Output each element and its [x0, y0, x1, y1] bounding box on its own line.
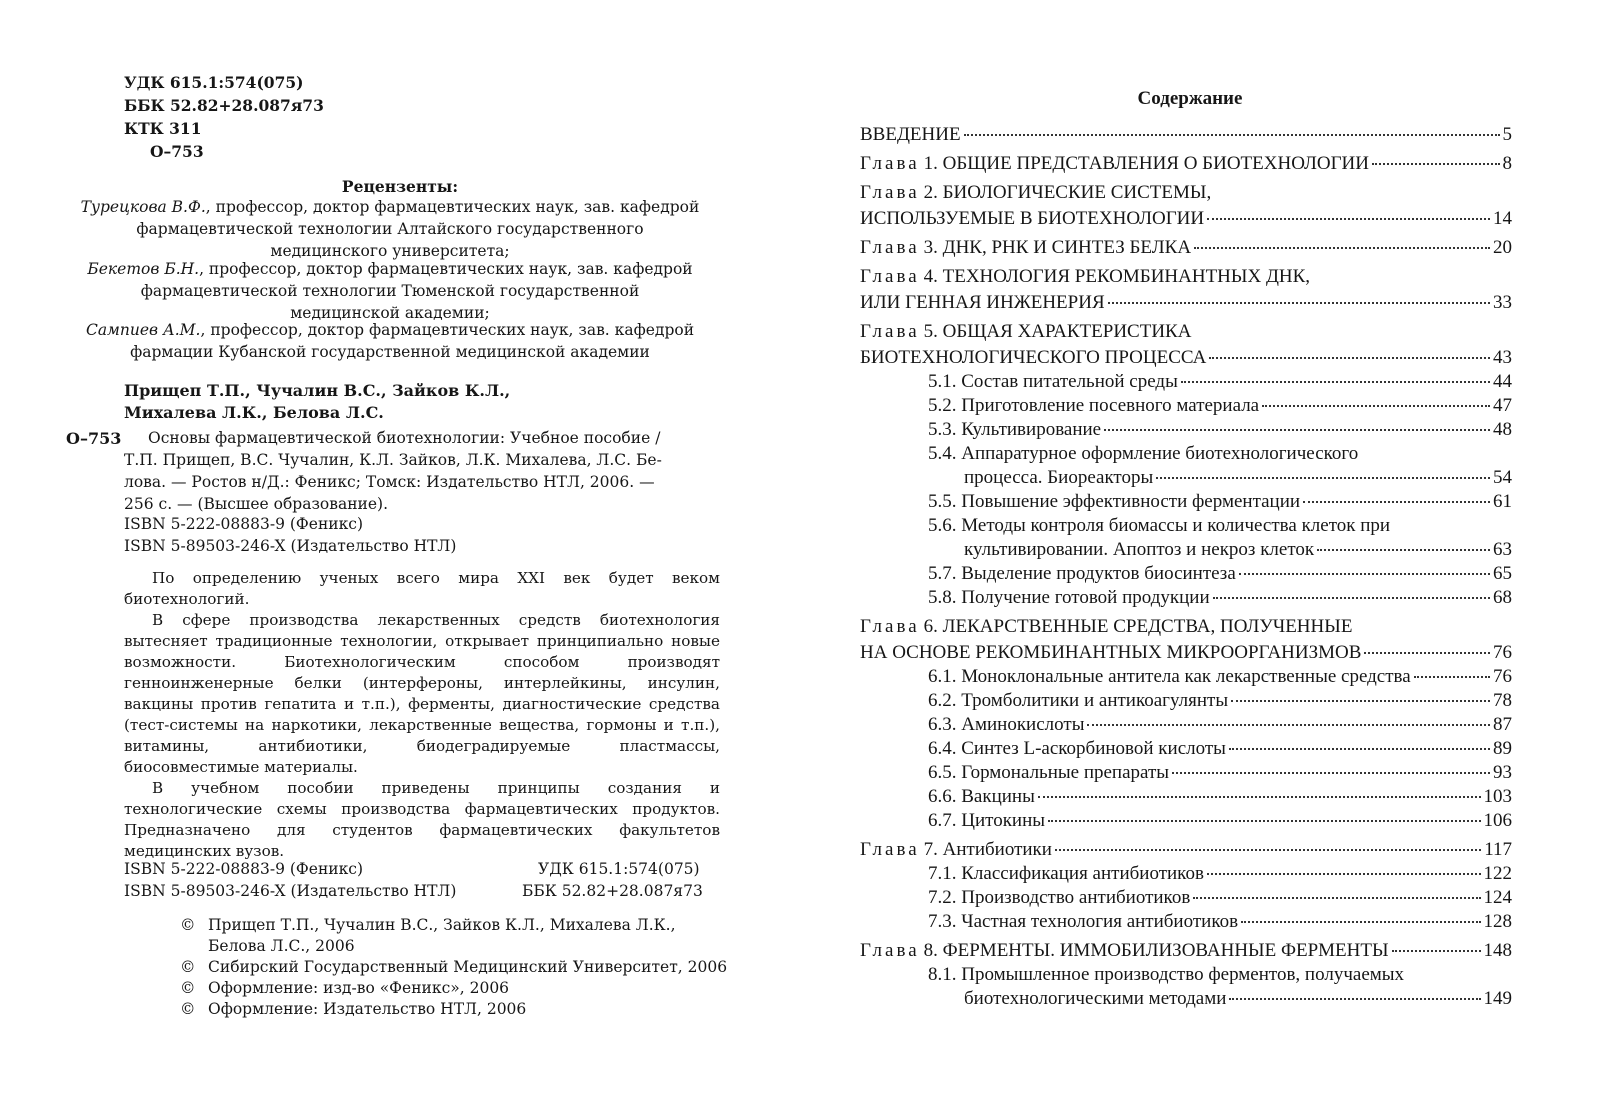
toc-entry-title: 2. БИОЛОГИЧЕСКИЕ СИСТЕМЫ,	[923, 182, 1212, 203]
toc-title: Содержание	[1137, 88, 1243, 109]
copyright-symbol: ©	[180, 1000, 196, 1018]
toc-entry	[928, 714, 1512, 736]
toc-entry-title: 5.5. Повышение эффективности ферментации	[928, 491, 1301, 512]
footer-udk: УДК 615.1:574(075)	[538, 860, 700, 878]
toc-page-number: 76	[1493, 666, 1512, 687]
toc-page-number: 20	[1493, 237, 1512, 258]
toc-leader-dots	[1087, 724, 1490, 726]
toc-entry	[928, 587, 1512, 609]
toc-entry-heading	[860, 321, 1191, 343]
copyright-symbol: ©	[180, 958, 196, 976]
toc-chapter-prefix: Глава	[860, 182, 920, 203]
reviewer-position: , профессор, доктор фармацевтических наук, зав. кафедрой	[205, 198, 700, 216]
toc-chapter-prefix: Глава	[860, 321, 920, 342]
toc-entry	[860, 208, 1512, 230]
toc-leader-dots	[1038, 796, 1481, 798]
toc-entry-title: 6. ЛЕКАРСТВЕННЫЕ СРЕДСТВА, ПОЛУЧЕННЫЕ	[923, 616, 1353, 637]
toc-leader-dots	[1241, 921, 1480, 923]
toc-page-number: 48	[1493, 419, 1512, 440]
toc-entry	[928, 762, 1512, 784]
toc-chapter-prefix: Глава	[860, 940, 920, 961]
toc-entry-label	[928, 690, 1228, 712]
toc-entry-label	[928, 810, 1045, 832]
authors-line-2: Михалева Л.К., Белова Л.С.	[124, 403, 384, 422]
isbn-ntl: ISBN 5-89503-246-X (Издательство НТЛ)	[124, 537, 457, 555]
toc-leader-dots	[1239, 573, 1490, 575]
toc-entry-label	[860, 124, 961, 146]
toc-entry-label	[928, 491, 1300, 513]
toc-entry	[928, 887, 1512, 909]
toc-entry-label	[928, 714, 1084, 736]
toc-page-number: 47	[1493, 395, 1512, 416]
toc-chapter-prefix: Глава	[860, 266, 920, 287]
toc-entry-title: ИЛИ ГЕННАЯ ИНЖЕНЕРИЯ	[860, 292, 1105, 313]
toc-leader-dots	[1055, 849, 1481, 851]
toc-entry-heading	[860, 266, 1310, 288]
toc-entry-label	[928, 563, 1236, 585]
toc-entry-title: БИОТЕХНОЛОГИЧЕСКОГО ПРОЦЕССА	[860, 347, 1207, 368]
copyright-line: Прищеп Т.П., Чучалин В.С., Зайков К.Л., Михалева Л.К.,	[208, 916, 676, 934]
toc-leader-dots	[1104, 429, 1490, 431]
toc-entry-title: биотехнологическими методами	[964, 988, 1227, 1009]
toc-entry	[928, 491, 1512, 513]
toc-chapter-prefix: Глава	[860, 237, 920, 258]
reviewer-line	[60, 258, 720, 280]
toc-entry	[860, 153, 1512, 175]
toc-page-number: 33	[1493, 292, 1512, 313]
toc-entry-label	[928, 887, 1190, 909]
toc-leader-dots	[1207, 873, 1481, 875]
toc-entry-title: 7. Антибиотики	[923, 839, 1052, 860]
toc-entry	[964, 539, 1512, 561]
toc-entry-label	[928, 911, 1238, 933]
copyright-symbol: ©	[180, 979, 196, 997]
toc-entry	[928, 371, 1512, 393]
toc-entry-label	[860, 940, 1389, 962]
toc-leader-dots	[1392, 950, 1481, 952]
biblio-code: О–753	[66, 429, 122, 448]
toc-page-number: 122	[1483, 863, 1512, 884]
reviewer-affiliation: медицинской академии;	[290, 304, 490, 322]
toc-page-number: 117	[1484, 839, 1512, 860]
reviewer-entry	[60, 319, 720, 363]
footer-bbk: ББК 52.82+28.087я73	[522, 882, 703, 900]
toc-entry-label	[928, 587, 1210, 609]
toc-entry-title: 6.7. Цитокины	[928, 810, 1046, 831]
toc-entry-heading	[860, 616, 1352, 638]
toc-entry-title: 8. ФЕРМЕНТЫ. ИММОБИЛИЗОВАННЫЕ ФЕРМЕНТЫ	[923, 940, 1389, 961]
toc-entry-title: 7.2. Производство антибиотиков	[928, 887, 1191, 908]
toc-page-number: 14	[1493, 208, 1512, 229]
toc-page-number: 63	[1493, 539, 1512, 560]
toc-entry-label	[860, 839, 1052, 861]
toc-entry-title: 6.2. Тромболитики и антикоагулянты	[928, 690, 1229, 711]
toc-entry-label	[928, 786, 1035, 808]
copyright-line: Оформление: Издательство НТЛ, 2006	[208, 1000, 527, 1018]
toc-page-number: 124	[1483, 887, 1512, 908]
toc-entry	[964, 467, 1512, 489]
copyright-line: Сибирский Государственный Медицинский Университет, 2006	[208, 958, 728, 976]
footer-isbn-fenix: ISBN 5-222-08883-9 (Феникс)	[124, 860, 364, 878]
toc-entry-title: 5.8. Получение готовой продукции	[928, 587, 1210, 608]
reviewer-line	[60, 196, 720, 218]
toc-leader-dots	[1156, 477, 1490, 479]
toc-entry-title: 5.3. Культивирование	[928, 419, 1102, 440]
biblio-line: лова. — Ростов н/Д.: Феникс; Томск: Издательство НТЛ, 2006. —	[124, 473, 655, 491]
toc-page-number: 87	[1493, 714, 1512, 735]
toc-leader-dots	[1364, 652, 1490, 654]
toc-entry	[928, 810, 1512, 832]
reviewer-entry	[60, 196, 720, 262]
toc-page-number: 76	[1493, 642, 1512, 663]
toc-entry	[860, 347, 1512, 369]
reviewer-entry	[60, 258, 720, 324]
toc-leader-dots	[1207, 218, 1490, 220]
toc-entry-title: 1. ОБЩИЕ ПРЕДСТАВЛЕНИЯ О БИОТЕХНОЛОГИИ	[923, 153, 1370, 174]
reviewer-line	[60, 319, 720, 341]
ktk-code: КТК 311	[124, 119, 202, 138]
toc-entry	[928, 563, 1512, 585]
toc-entry-title: 7.1. Классификация антибиотиков	[928, 863, 1204, 884]
toc-leader-dots	[1181, 381, 1490, 383]
toc-entry-heading	[860, 182, 1211, 204]
biblio-line: Основы фармацевтической биотехнологии: Учебное пособие /	[148, 429, 661, 447]
toc-entry-title: ИСПОЛЬЗУЕМЫЕ В БИОТЕХНОЛОГИИ	[860, 208, 1205, 229]
toc-entry	[928, 395, 1512, 417]
toc-entry-title: 6.6. Вакцины	[928, 786, 1035, 807]
reviewer-name: Сампиев А.М.	[85, 321, 201, 339]
toc-entry-title: 6.1. Моноклональные антитела как лекарственные средства	[928, 666, 1411, 687]
toc-page-number: 103	[1483, 786, 1512, 807]
toc-entry-label	[928, 762, 1169, 784]
toc-entry	[928, 666, 1512, 688]
reviewer-position: , профессор, доктор фармацевтических наук, зав. кафедрой	[199, 260, 693, 278]
toc-leader-dots	[1229, 748, 1490, 750]
toc-entry-title: 5.4. Аппаратурное оформление биотехнологического	[928, 443, 1359, 464]
copyright-symbol: ©	[180, 916, 196, 934]
toc-entry	[928, 863, 1512, 885]
toc-entry-label	[928, 738, 1226, 760]
toc-chapter-prefix: Глава	[860, 616, 920, 637]
toc-entry-title: 4. ТЕХНОЛОГИЯ РЕКОМБИНАНТНЫХ ДНК,	[923, 266, 1311, 287]
toc-entry-title: 5. ОБЩАЯ ХАРАКТЕРИСТИКА	[923, 321, 1192, 342]
toc-page-number: 65	[1493, 563, 1512, 584]
toc-entry-title: культивировании. Апоптоз и некроз клеток	[964, 539, 1315, 560]
toc-entry	[860, 839, 1512, 861]
toc-entry	[860, 642, 1512, 664]
toc-entry-title: 5.7. Выделение продуктов биосинтеза	[928, 563, 1236, 584]
toc-page-number: 8	[1502, 153, 1512, 174]
toc-page-number: 44	[1493, 371, 1512, 392]
toc-entry-label	[928, 666, 1411, 688]
toc-leader-dots	[1231, 700, 1490, 702]
toc-leader-dots	[1213, 597, 1490, 599]
annotation	[124, 568, 720, 862]
bbk-code: ББК 52.82+28.087я73	[124, 96, 324, 115]
toc-entry-title: процесса. Биореакторы	[964, 467, 1154, 488]
toc-entry-heading	[928, 964, 1404, 986]
toc-entry	[964, 988, 1512, 1010]
toc-page-number: 61	[1493, 491, 1512, 512]
isbn-fenix: ISBN 5-222-08883-9 (Феникс)	[124, 515, 364, 533]
toc-page-number: 68	[1493, 587, 1512, 608]
toc-entry	[928, 419, 1512, 441]
udk-code: УДК 615.1:574(075)	[124, 73, 304, 92]
toc-leader-dots	[1108, 302, 1490, 304]
toc-page-number: 128	[1483, 911, 1512, 932]
toc-entry	[928, 911, 1512, 933]
toc-leader-dots	[1317, 549, 1490, 551]
toc-entry	[860, 237, 1512, 259]
toc-entry-title: 6.3. Аминокислоты	[928, 714, 1085, 735]
toc-leader-dots	[1048, 820, 1480, 822]
toc-leader-dots	[1414, 676, 1490, 678]
copyright-line: Оформление: изд-во «Феникс», 2006	[208, 979, 510, 997]
reviewer-name: Бекетов Б.Н.	[87, 260, 200, 278]
catalog-code: О–753	[150, 142, 204, 161]
toc-entry-title: ВВЕДЕНИЕ	[860, 124, 961, 145]
toc-entry	[860, 292, 1512, 314]
toc-leader-dots	[1303, 501, 1490, 503]
reviewer-affiliation: фармацевтической технологии Алтайского государственного	[136, 220, 644, 238]
toc-entry-title: 3. ДНК, РНК И СИНТЕЗ БЕЛКА	[923, 237, 1192, 258]
toc-leader-dots	[1229, 998, 1480, 1000]
toc-entry-title: 6.5. Гормональные препараты	[928, 762, 1170, 783]
toc-chapter-prefix: Глава	[860, 839, 920, 860]
toc-page-number: 149	[1483, 988, 1512, 1009]
toc-leader-dots	[1209, 357, 1490, 359]
toc-entry	[860, 940, 1512, 962]
toc-page-number: 78	[1493, 690, 1512, 711]
toc-entry	[928, 738, 1512, 760]
toc-entry-label	[860, 237, 1191, 259]
toc-page-number: 148	[1483, 940, 1512, 961]
toc-entry-heading	[928, 443, 1358, 465]
reviewer-position: , профессор, доктор фармацевтических наук, зав. кафедрой	[200, 321, 695, 339]
toc-leader-dots	[1372, 163, 1499, 165]
right-page	[800, 0, 1601, 1102]
annotation-paragraph-1: По определению ученых всего мира XXI век будет веком биотехнологий.	[124, 569, 720, 608]
toc-entry-label	[928, 863, 1204, 885]
toc-entry-title: 6.4. Синтез L-аскорбиновой кислоты	[928, 738, 1226, 759]
toc-page-number: 89	[1493, 738, 1512, 759]
toc-leader-dots	[1193, 897, 1480, 899]
toc-entry-label	[860, 153, 1369, 175]
reviewer-affiliation: фармацевтической технологии Тюменской государственной	[140, 282, 640, 300]
toc-entry	[928, 690, 1512, 712]
toc-page-number: 54	[1493, 467, 1512, 488]
toc-entry	[928, 786, 1512, 808]
reviewer-name: Турецкова В.Ф.	[80, 198, 206, 216]
toc-entry-title: 5.6. Методы контроля биомассы и количества клеток при	[928, 515, 1391, 536]
toc-page-number: 106	[1483, 810, 1512, 831]
copyright-line: Белова Л.С., 2006	[208, 937, 355, 955]
toc-entry-label	[928, 371, 1178, 393]
reviewer-affiliation: фармации Кубанской государственной медицинской академии	[130, 343, 650, 361]
toc-leader-dots	[1172, 772, 1490, 774]
toc-entry-title: 5.1. Состав питательной среды	[928, 371, 1178, 392]
toc-leader-dots	[1194, 247, 1490, 249]
toc-page-number: 43	[1493, 347, 1512, 368]
toc-entry-title: НА ОСНОВЕ РЕКОМБИНАНТНЫХ МИКРООРГАНИЗМОВ	[860, 642, 1362, 663]
reviewers-title: Рецензенты:	[341, 177, 459, 196]
toc-entry-title: 8.1. Промышленное производство ферментов, получаемых	[928, 964, 1405, 985]
biblio-line: Т.П. Прищеп, В.С. Чучалин, К.Л. Зайков, Л.К. Михалева, Л.С. Бе-	[124, 451, 662, 469]
toc-entry-title: 7.3. Частная технология антибиотиков	[928, 911, 1239, 932]
left-page	[0, 0, 800, 1102]
toc-entry-heading	[928, 515, 1390, 537]
toc-entry-title: 5.2. Приготовление посевного материала	[928, 395, 1260, 416]
toc-page-number: 5	[1502, 124, 1512, 145]
reviewer-affiliation: медицинского университета;	[270, 242, 510, 260]
toc-leader-dots	[964, 134, 1500, 136]
toc-entry-label	[928, 395, 1259, 417]
footer-isbn-ntl: ISBN 5-89503-246-X (Издательство НТЛ)	[124, 882, 457, 900]
toc-entry	[860, 124, 1512, 146]
toc-chapter-prefix: Глава	[860, 153, 920, 174]
annotation-paragraph-3: В учебном пособии приведены принципы создания и технологические схемы производства фармацевтических продуктов. Предназначено для студентов фармацевтических факультетов медицинских вузов.	[124, 779, 720, 860]
authors-line-1: Прищеп Т.П., Чучалин В.С., Зайков К.Л.,	[124, 381, 511, 400]
toc-leader-dots	[1262, 405, 1490, 407]
annotation-paragraph-2: В сфере производства лекарственных средств биотехнология вытесняет традиционные технологии, открывает принципиально новые возможности. Биотехнологическим способом производят генноинженерные белки (интерфероны, интерлейкины, инсулин, вакцины против гепатита и т.п.), ферменты, диагностические средства (тест-системы на наркотики, лекарственные вещества, гормоны и т.п.), витамины, антибиотики, биодеградируемые пластмассы, биосовместимые материалы.	[124, 611, 720, 776]
toc-entry-label	[928, 419, 1101, 441]
toc-page-number: 93	[1493, 762, 1512, 783]
biblio-line: 256 с. — (Высшее образование).	[124, 495, 388, 513]
